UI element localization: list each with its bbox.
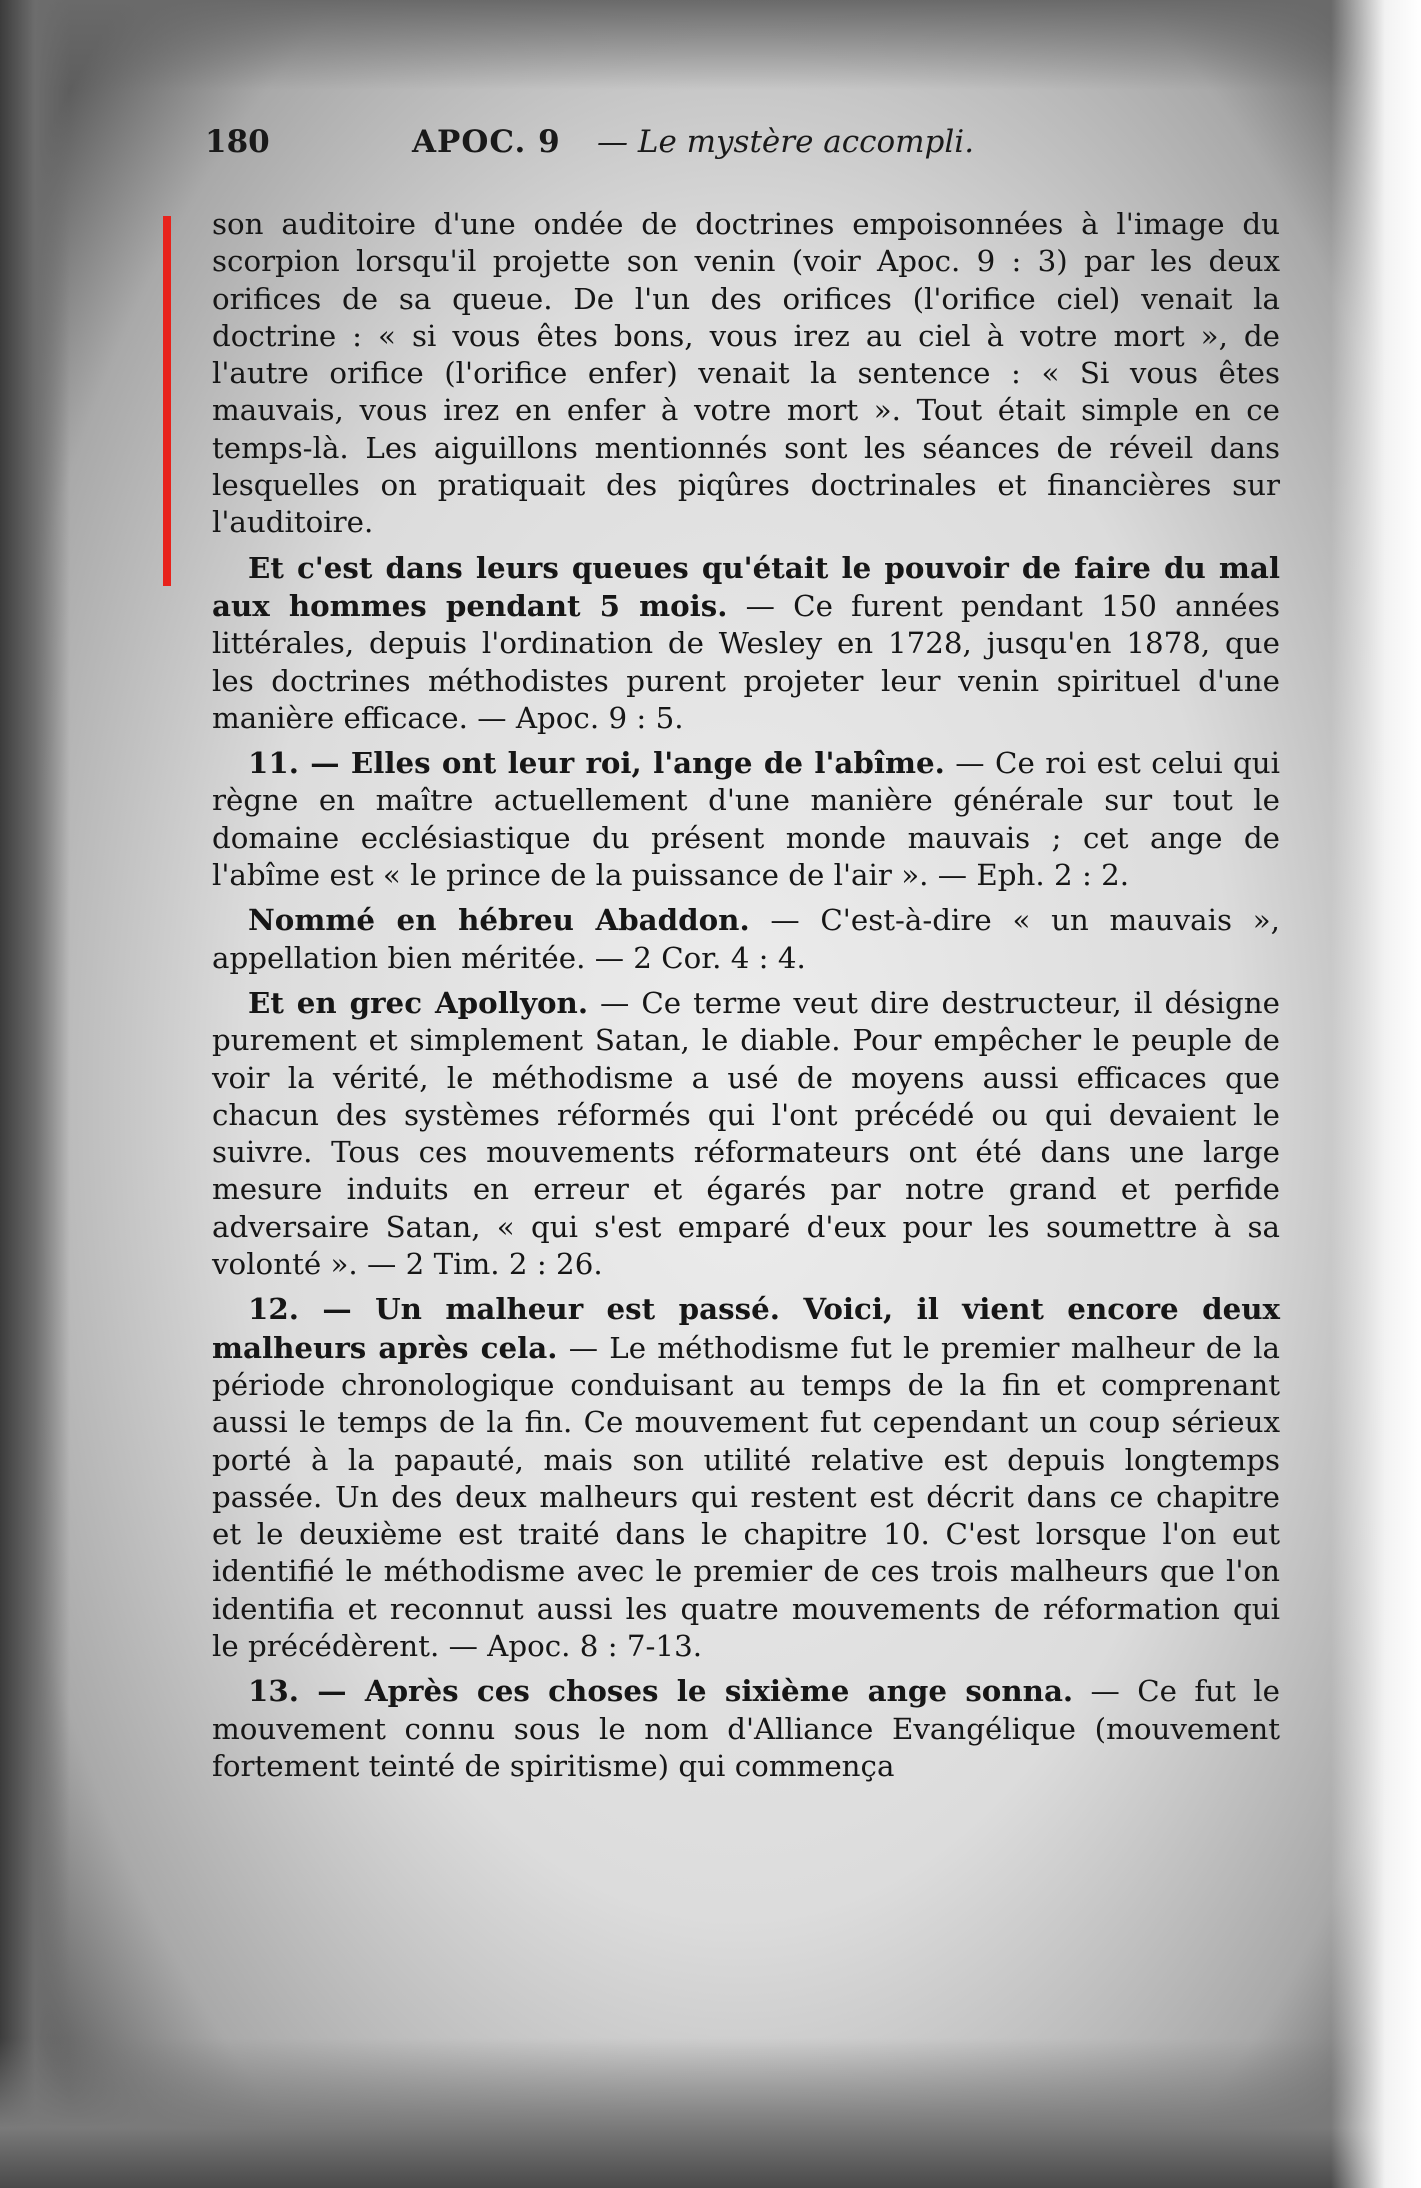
paragraph <box>212 984 1280 1283</box>
paragraph-text: — Ce fut le mouvement connu sous le nom d'Alliance Evangélique (mouvement fortement teinté de spiritisme) qui commença <box>212 1674 1280 1783</box>
paragraph <box>212 1672 1280 1785</box>
paragraph-lead: Et c'est dans leurs queues qu'était le pouvoir de faire du mal aux hommes pendant 5 mois. <box>212 549 1280 623</box>
paragraph <box>212 549 1280 737</box>
scan-shadow-left <box>0 0 70 2188</box>
paragraph-text: — Le méthodisme fut le premier malheur de la période chronologique conduisant au temps de la fin et comprenant aussi le temps de la fin. Ce mouvement fut cependant un coup sérieux porté à la papauté, mais son utilité relative est depuis longtemps passée. Un des deux malheurs qui restent est décrit dans ce chapitre et le deuxième est traité dans le chapitre 10. C'est lorsque l'on eut identifié le méthodisme avec le premier de ces trois malheurs que l'on identifia et reconnut aussi les quatre mouvements de réformation qui le précédèrent. — Apoc. 8 : 7-13. <box>212 1330 1280 1663</box>
paragraph-text: — Ce furent pendant 150 années littérales, depuis l'ordination de Wesley en 1728, jusqu'en 1878, que les doctrines méthodistes purent projeter leur venin spirituel d'une manière efficace. — Apoc. 9 : 5. <box>212 588 1280 735</box>
paragraph-text: son auditoire d'une ondée de doctrines empoisonnées à l'image du scorpion lorsqu'il projette son venin (voir Apoc. 9 : 3) par les deux orifices de sa queue. De l'un des orifices (l'orifice ciel) venait la doctrine : « si vous êtes bons, vous irez au ciel à votre mort », de l'autre orifice (l'orifice enfer) venait la sentence : « Si vous êtes mauvais, vous irez en enfer à votre mort ». Tout était simple en ce temps-là. Les aiguillons mentionnés sont les séances de réveil dans lesquelles on pratiquait des piqûres doctrinales et financières sur l'auditoire. <box>212 207 1280 540</box>
red-margin-marker <box>163 216 171 586</box>
scan-highlight-right <box>1331 0 1421 2188</box>
paragraph <box>212 1290 1280 1665</box>
body-text <box>212 205 1280 1785</box>
scan-shadow-bottom <box>0 2038 1421 2188</box>
paragraph-text: — Ce terme veut dire destructeur, il désigne purement et simplement Satan, le diable. Pour empêcher le peuple de voir la vérité, le méthodisme a usé de moyens aussi efficaces que chacun des systèmes réformés qui l'ont précédé ou qui devaient le suivre. Tous ces mouvements réformateurs ont été dans une large mesure induits en erreur et égarés par notre grand et perfide adversaire Satan, « qui s'est emparé d'eux pour les soumettre à sa volonté ». — 2 Tim. 2 : 26. <box>212 985 1280 1282</box>
book-reference: APOC. 9 <box>412 124 561 160</box>
paragraph-lead: Et en grec Apollyon. <box>248 984 589 1020</box>
paragraph-lead: 11. — Elles ont leur roi, l'ange de l'abîme. <box>248 745 945 781</box>
chapter-title-text: Le mystère accompli. <box>637 124 975 160</box>
paragraph <box>212 205 1280 542</box>
paragraph-lead: 13. — Après ces choses le sixième ange sonna. <box>248 1673 1074 1709</box>
title-separator: — <box>597 124 638 160</box>
running-header <box>205 124 1165 174</box>
scan-shadow-top <box>0 0 1421 90</box>
paragraph <box>212 901 1280 977</box>
paragraph-text: — Ce roi est celui qui règne en maître actuellement d'une manière générale sur tout le domaine ecclésiastique du présent monde mauvais ; cet ange de l'abîme est « le prince de la puissance de l'air ». — Eph. 2 : 2. <box>212 746 1281 893</box>
chapter-title <box>597 124 974 160</box>
paragraph-lead: Nommé en hébreu Abaddon. <box>248 902 750 938</box>
paragraph <box>212 744 1280 894</box>
paragraph-text: — C'est-à-dire « un mauvais », appellation bien méritée. — 2 Cor. 4 : 4. <box>212 903 1280 975</box>
paragraph-lead: 12. — Un malheur est passé. Voici, il vient encore deux malheurs après cela. <box>212 1291 1280 1365</box>
page-number: 180 <box>205 124 270 160</box>
